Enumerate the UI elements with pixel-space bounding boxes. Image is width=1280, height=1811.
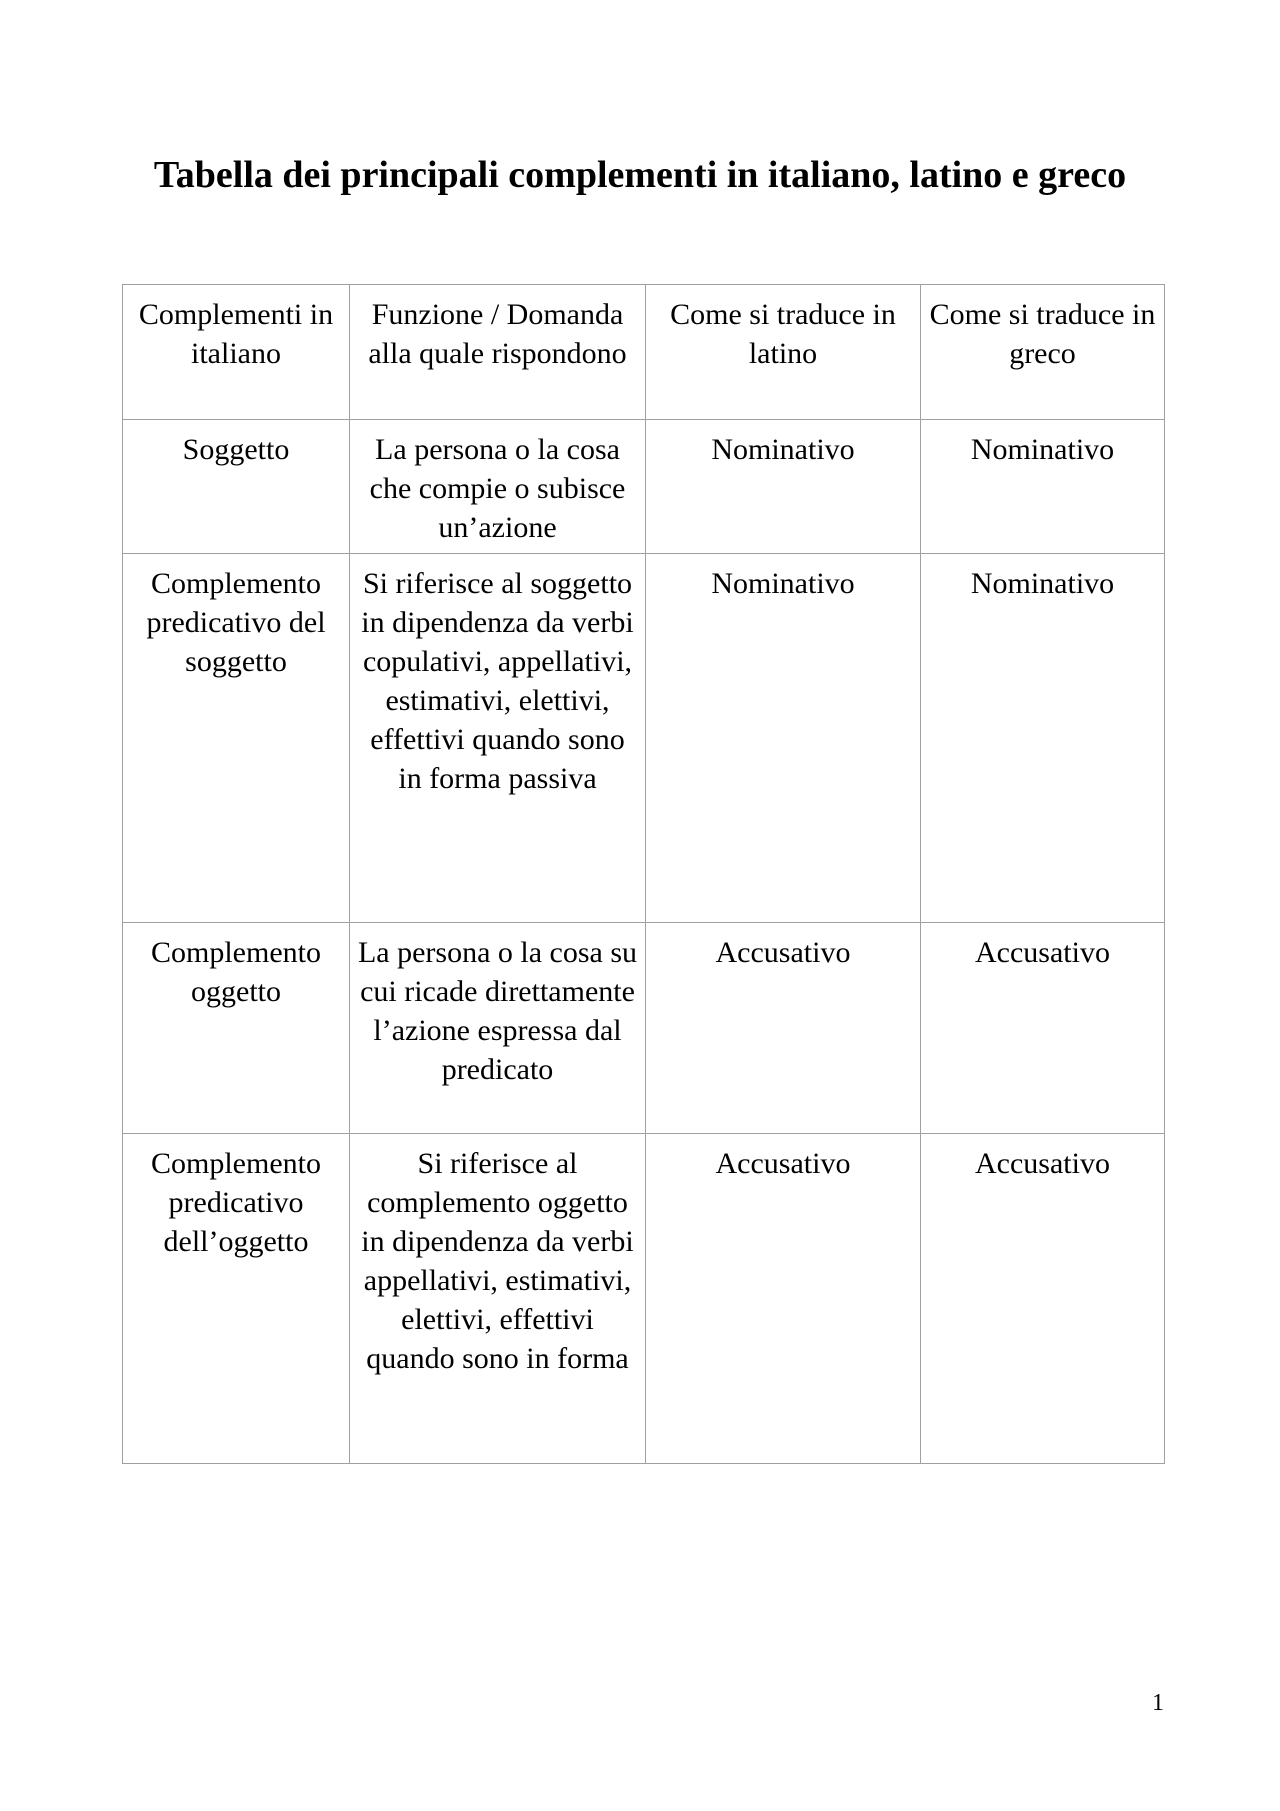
cell-complemento: Soggetto: [123, 420, 350, 554]
cell-latino: Nominativo: [646, 420, 921, 554]
table-row: [123, 554, 1165, 923]
cell-complemento: Complemento predicativo dell’oggetto: [123, 1134, 350, 1464]
page-title: Tabella dei principali complementi in italiano, latino e greco: [153, 154, 1127, 196]
cell-complemento: Complemento oggetto: [123, 923, 350, 1134]
cell-latino: Nominativo: [646, 554, 921, 923]
header-cell-latino: Come si traduce in latino: [646, 285, 921, 420]
cell-greco: Nominativo: [921, 420, 1165, 554]
page-number: 1: [1152, 1690, 1164, 1716]
cell-latino: Accusativo: [646, 1134, 921, 1464]
header-cell-complementi: Complementi in italiano: [123, 285, 350, 420]
complementi-table: [122, 284, 1165, 1464]
cell-funzione: Si riferisce al complemento oggetto in dipendenza da verbi appellativi, estimativi, elettivi, effettivi quando sono in forma: [350, 1134, 646, 1464]
cell-funzione: La persona o la cosa su cui ricade direttamente l’azione espressa dal predicato: [350, 923, 646, 1134]
cell-greco: Accusativo: [921, 1134, 1165, 1464]
cell-greco: Nominativo: [921, 554, 1165, 923]
table-row: [123, 420, 1165, 554]
table-row: [123, 1134, 1165, 1464]
header-cell-greco: Come si traduce in greco: [921, 285, 1165, 420]
cell-funzione: La persona o la cosa che compie o subisce un’azione: [350, 420, 646, 554]
header-cell-funzione: Funzione / Domanda alla quale rispondono: [350, 285, 646, 420]
cell-latino: Accusativo: [646, 923, 921, 1134]
cell-complemento: Complemento predicativo del soggetto: [123, 554, 350, 923]
cell-greco: Accusativo: [921, 923, 1165, 1134]
table-row: [123, 923, 1165, 1134]
cell-funzione: Si riferisce al soggetto in dipendenza da verbi copulativi, appellativi, estimativi, elettivi, effettivi quando sono in forma passiva: [350, 554, 646, 923]
table-header-row: [123, 285, 1165, 420]
